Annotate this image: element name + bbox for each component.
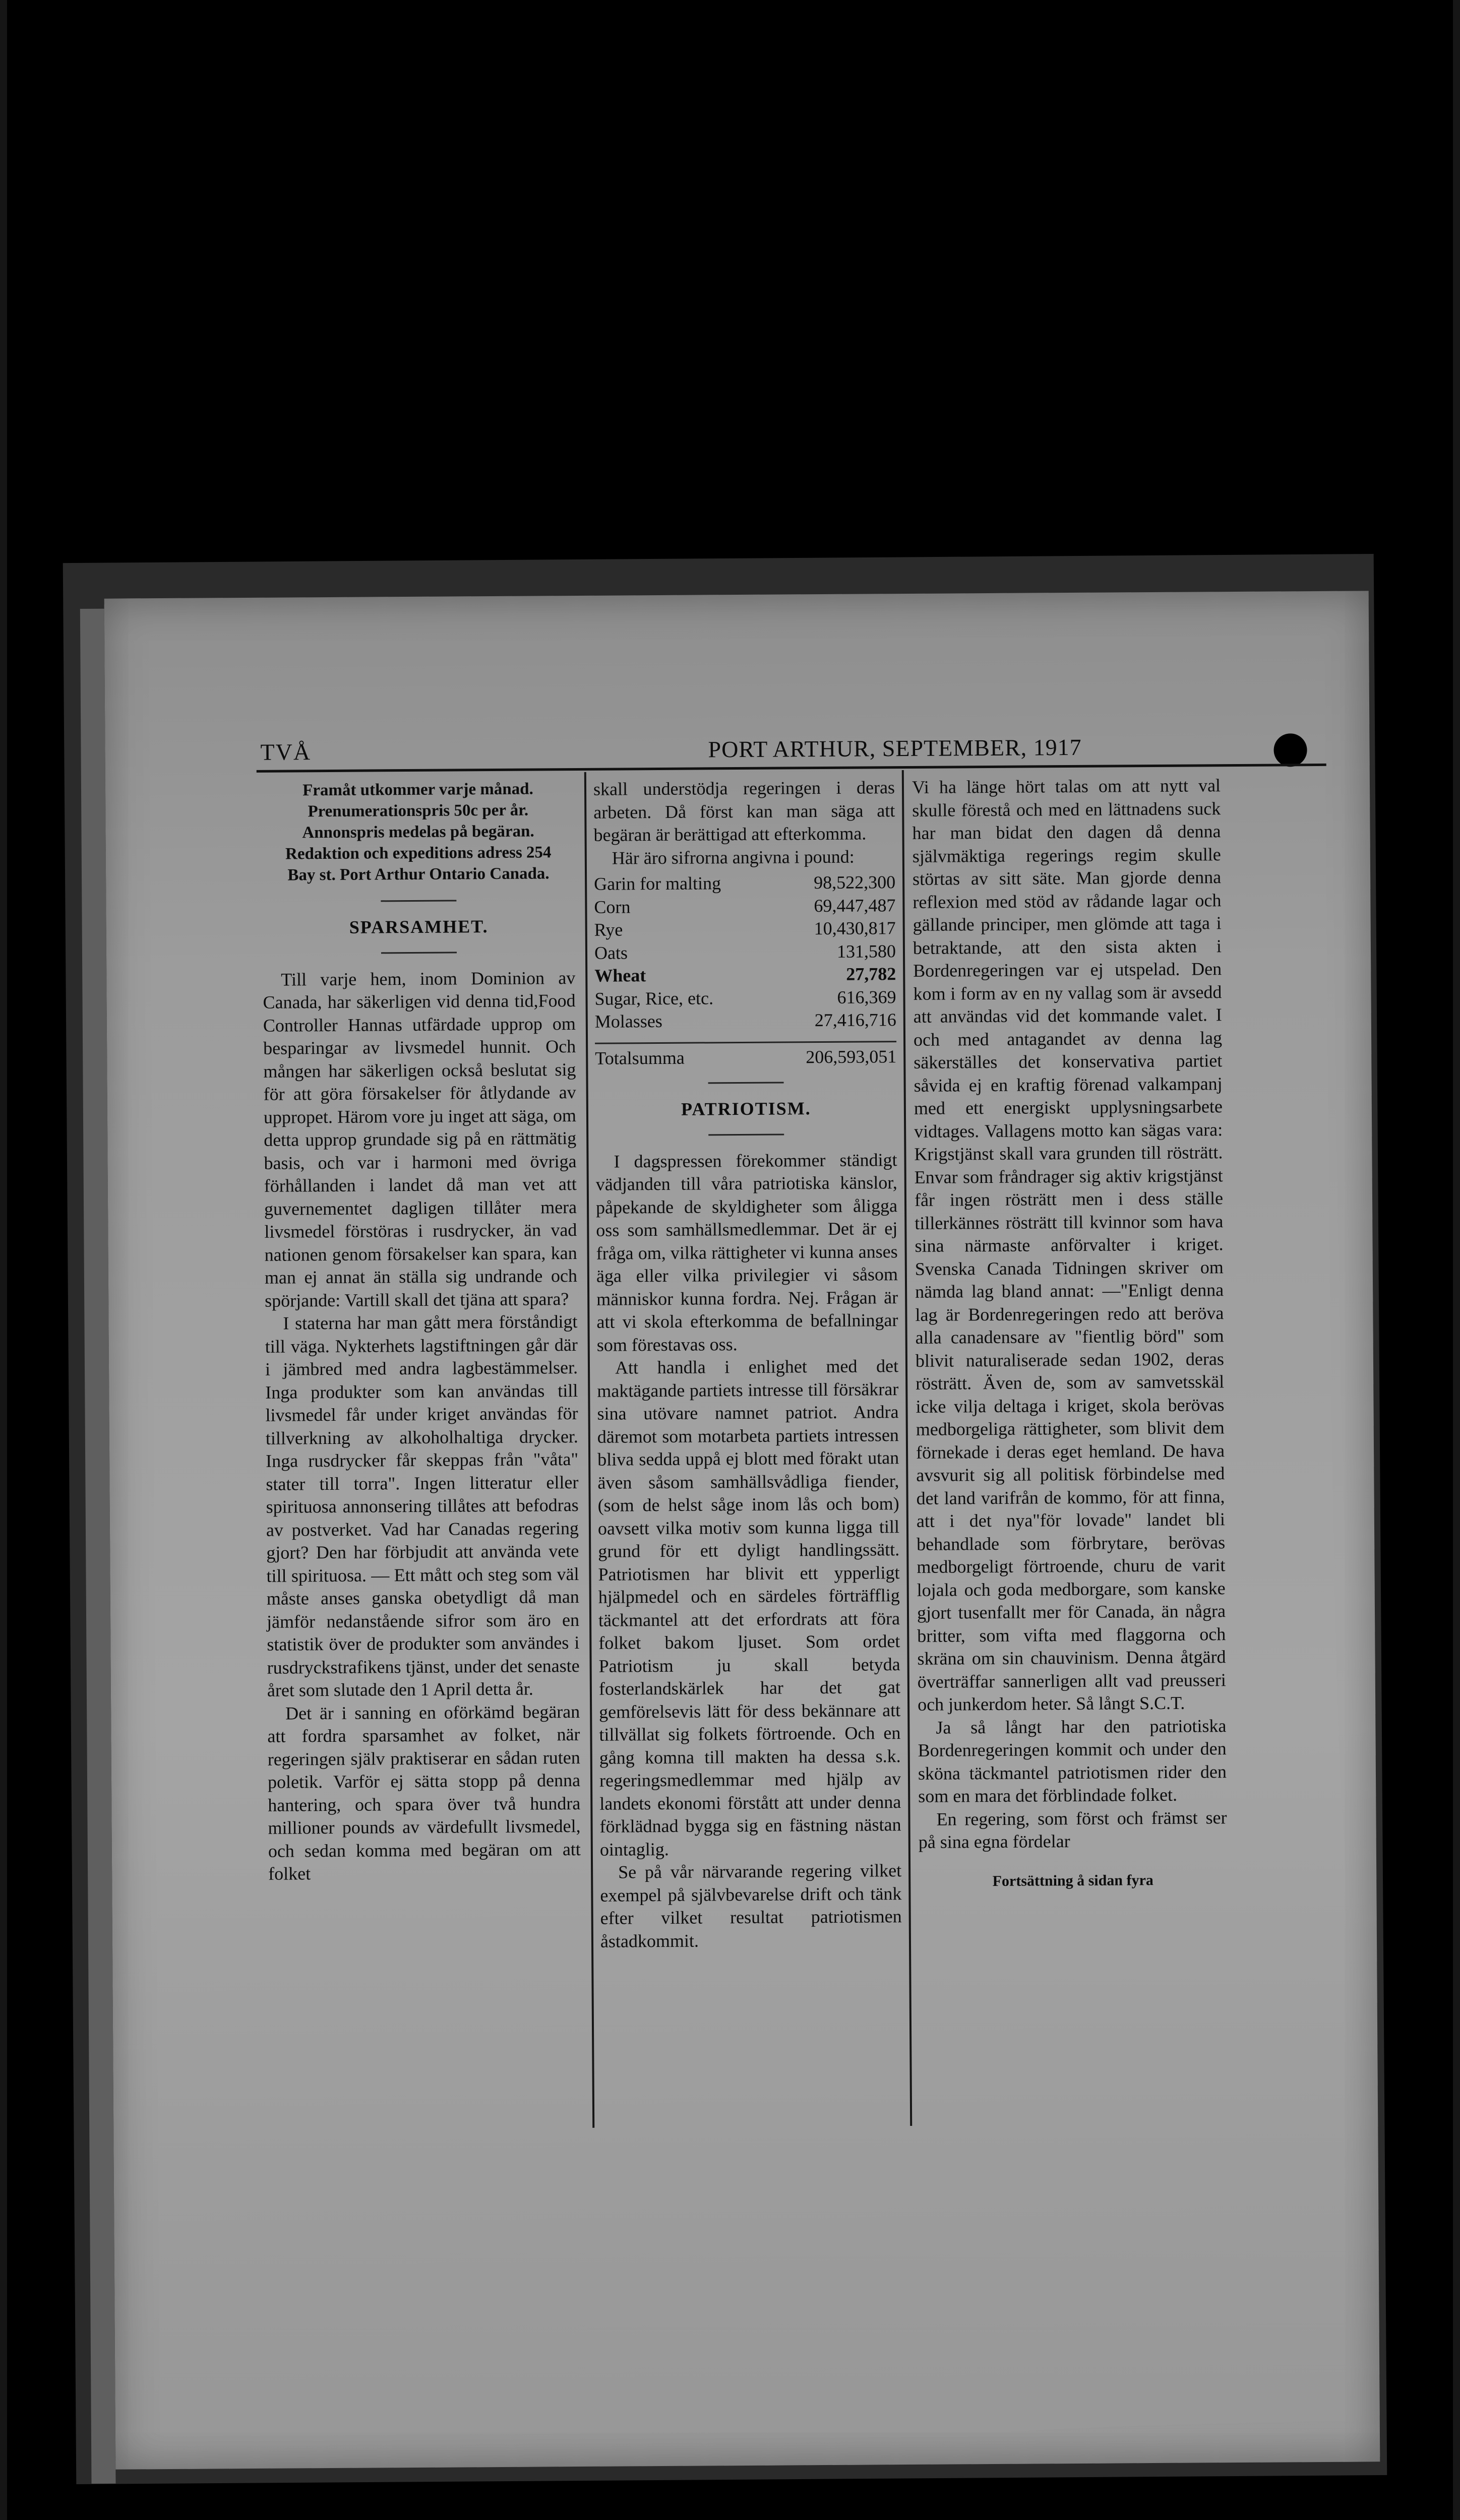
imprint-line: Annonspris medelas på begäran.	[302, 822, 534, 842]
stat-row	[594, 917, 896, 941]
stat-label: Rye	[594, 919, 623, 940]
stat-row	[594, 940, 896, 965]
stat-label: Garin for malting	[594, 873, 721, 894]
article-paragraph: Vi ha länge hört talas om att nytt val skulle förestå och med en lättnadens suck har man bidat den dagen då denna självmäktiga regerings regim skulle störtas av sitt säte. Man gjorde denna reflexion med stöd av rådande lagar och gällande principer, men glömde att taga i betraktande, att den sista akten i Bordenregeringen var ej utspelad. Den kom i form av en ny vallag som är avsedd att användas vid det kommande valet. I och med antagandet av denna lag säkerställes det konservativa partiet såvida ej en kraftig förenad valkampanj med ett energiskt upplysningsarbete vidtages. Vallagens motto kan sägas vara: Krigstjänst skall vara grunden till rösträtt. Envar som fråndrager sig aktiv krigstjänst får ingen rösträtt men i dess ställe tillerkännes rösträtt till kvinnor som hava sina närmaste anförvalter i kriget. Svenska Canada Tidningen skriver om nämda lag bland annat: —"Enligt denna lag är Bordenregeringen redo att beröva alla canadensare av "fientlig börd" som blivit naturaliserade sedan 1902, deras rösträtt. Även de, som av samvetsskäl icke vilja deltaga i kriget, skola berövas medborgeliga rättigheter, som blivit dem förnekade i deras eget hemland. De hava avsvurit sig all politisk förbindelse med det land varifrån de kommo, för att finna, att i det nya"för lovade" landet bli behandlade som förbrytare, berövas medborgeligt förtroende, churu de varit lojala och goda medborgare, som kanske gjort tusenfallt mer för Canada, än några britter, som vifta med flaggorna och skräna om sin chauvinism. Denna åtgärd överträffar sannerligen allt vad preusseri och junkerdom heter. Så långt S.C.T.	[911, 775, 1226, 1715]
article-paragraph: Se på vår närvarande regering vilket exempel på självbevarelse drift och tänk efter vilket resultat patriotismen åstadkommit.	[600, 1860, 902, 1951]
stat-row	[594, 986, 896, 1011]
divider	[708, 1133, 784, 1136]
page-number-label: TVÅ	[260, 739, 312, 765]
newspaper-page	[104, 591, 1380, 2469]
stat-row	[594, 894, 895, 919]
stat-value: 131,580	[836, 940, 896, 962]
article-paragraph: skall understödja regeringen i deras arbeten. Då först kan man säga att begäran är berättigad att efterkomma.	[593, 777, 895, 845]
stat-value: 27,416,716	[814, 1010, 896, 1031]
imprint-line: Redaktion och expeditions adress 254	[285, 843, 552, 863]
stat-total-row	[595, 1041, 896, 1070]
stat-row	[595, 1009, 896, 1033]
article-paragraph: Ja så långt har den patriotiska Bordenregeringen kommit och under den sköna täckmantel patriotismen rider den som en mara det förblindade folket.	[918, 1715, 1227, 1806]
stat-value: 69,447,487	[814, 895, 896, 916]
imprint-box	[262, 778, 575, 886]
stat-total-value: 206,593,051	[806, 1046, 897, 1067]
stat-row	[594, 963, 896, 987]
stat-value: 10,430,817	[814, 918, 896, 939]
article-heading-patriotism: PATRIOTISM.	[681, 1098, 811, 1119]
masthead	[260, 728, 1319, 770]
stat-label: Oats	[594, 942, 628, 963]
column-2	[593, 776, 902, 1953]
imprint-line: Framåt utkommer varje månad.	[302, 780, 533, 800]
column-1	[262, 778, 581, 1885]
article-paragraph: Att handla i enlighet med det maktägande partiets intresse till försäkrar sina utövare namnet patriot. Andra däremot som motarbeta partiets intressen bliva sedda uppå ej blott med förakt utan även såsom samhällsvådliga fiender, (som de helst såge inom lås och bom) oavsett vilka motiv som kunna ligga till grund för ett dyligt handlingssätt. Patriotismen har blivit ett ypperligt hjälpmedel och en särdeles förträfflig täckmantel att det erfordrats att föra folket bakom ljuset. Som ordet Patriotism ju skall betyda fosterlandskärlek har det gat gemförelsevis lätt för dess bekännare att tillvällat sig folkets förtroende. Och en gång komna till makten ha dessa s.k. regeringsmedlemmar med hjälp av landets ekonomi förstått att under denna förklädnad bygga sig en fästning nästan ointaglig.	[597, 1356, 901, 1860]
divider	[708, 1082, 784, 1084]
article-paragraph: En regering, som först och främst ser på sina egna fördelar	[918, 1807, 1227, 1852]
film-edge-right	[1453, 0, 1460, 2520]
stat-label: Sugar, Rice, etc.	[594, 987, 714, 1009]
stat-value: 27,782	[846, 964, 896, 984]
article-heading-sparsamhet: SPARSAMHET.	[349, 916, 489, 937]
divider	[381, 900, 456, 902]
article-paragraph: I dagspressen förekommer ständigt vädjanden till våra patriotiska känslor, påpekande de skyldigheter som åligga oss som samhällsmedlemmar. Det är ej fråga om, vilka rättigheter vi kunna anses äga eller vilka privilegier vi såsom människor kunna fordra. Nej. Frågan är att vi skola efterkomma de befallningar som förestavas oss.	[595, 1149, 898, 1355]
stat-label: Molasses	[594, 1011, 662, 1032]
imprint-line: Bay st. Port Arthur Ontario Canada.	[287, 864, 550, 885]
stat-label: Wheat	[594, 965, 646, 986]
stat-label: Corn	[594, 896, 631, 917]
stat-row	[594, 871, 895, 896]
masthead-title: PORT ARTHUR, SEPTEMBER, 1917	[708, 734, 1082, 763]
statistics-list	[594, 871, 896, 1070]
stats-intro: Här äro sifrorna angivna i pound:	[612, 846, 855, 868]
imprint-line: Prenumerationspris 50c per år.	[308, 801, 529, 821]
stat-value: 616,369	[837, 986, 896, 1007]
divider	[381, 952, 457, 954]
column-divider-1	[584, 772, 594, 2128]
stat-total-label: Totalsumma	[595, 1047, 685, 1068]
article-paragraph: Till varje hem, inom Dominion av Canada, har säkerligen vid denna tid,Food Controller Hannas utfärdade upprop om besparingar av livsmedel hunnit. Och mången har säkerligen också beslutat sig för att göra försakelser för åtlydande av uppropet. Härom vore ju inget att säga, om detta upprop grundade sig på en rättmätig basis, och var i harmoni med övriga förhållanden i landet då man vet att guvernementet dagligen tillåter mera livsmedel förstöras i rusdrycker, än vad nationen genom försakelser kan spara, kan man ej annat än ställa sig undrande och spörjande: Vartill skall det tjäna att spara?	[263, 967, 578, 1311]
stat-value: 98,522,300	[814, 872, 896, 893]
article-paragraph: Det är i sanning en oförkämd begäran att fordra sparsamhet av folket, när regeringen själv praktiserar en sådan ruten poletik. Varför ej sätta stopp på denna hantering, och spara över två hundra millioner pounds av värdefullt livsmedel, och sedan komma med begäran om att folket	[267, 1701, 581, 1884]
film-edge-left	[0, 0, 7, 2520]
column-3	[912, 774, 1228, 1893]
continued-notice: Fortsättning å sidan fyra	[992, 1871, 1153, 1889]
article-paragraph: I staterna har man gått mera förståndigt till väga. Nykterhets lagstiftningen går där i jämbred med andra lagbestämmelser. Inga produkter som kan användas till livsmedel får under kriget användas för tillverkning av alkoholhaltiga drycker. Inga rusdrycker får skeppas från "våta" stater till torra". Ingen litteratur eller spirituosa annonsering tillåtes att befodras av postverket. Vad har Canadas regering gjort? Den har förbjudit att använda vete till spirituosa. — Ett mått och steg som väl måste anses ganska obetydligt då man jämför nedanstående sifror som äro en statistik över de produkter som användes i rusdryckstrafikens tjänst, under det senaste året som slutade den 1 April detta år.	[265, 1311, 580, 1700]
column-divider-2	[902, 770, 912, 2126]
